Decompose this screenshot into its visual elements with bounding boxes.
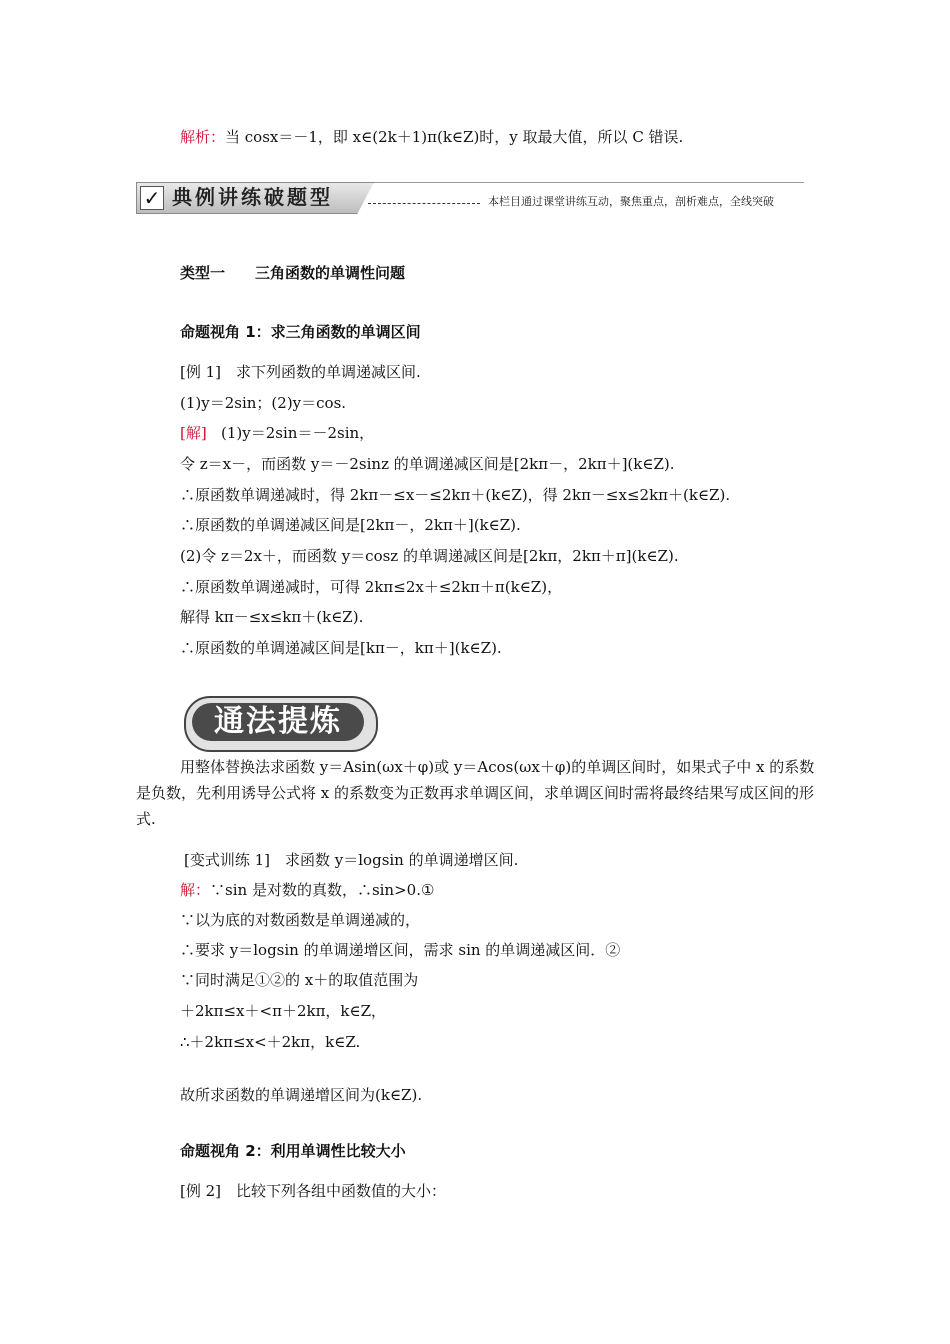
solution-line-8: ∴原函数的单调递减区间是[kπ－，kπ＋](k∈Z). (180, 639, 502, 657)
solution-label: [解] (180, 424, 207, 442)
banner-dashes (368, 203, 480, 204)
type-one-heading: 类型一 三角函数的单调性问题 (180, 264, 406, 282)
tongfa-badge (184, 696, 378, 752)
variant-first: ∵sin 是对数的真数，∴sin>0.① (210, 881, 435, 899)
checkmark-icon: ✓ (140, 186, 164, 210)
variant-line-4: ∵同时满足①②的 x＋的取值范围为 (180, 971, 419, 989)
variant-line-2: ∵以为底的对数函数是单调递减的， (180, 911, 421, 929)
solution-line-6: ∴原函数单调递减时，可得 2kπ≤2x＋≤2kπ＋π(k∈Z)， (180, 578, 563, 596)
analysis-line (180, 127, 683, 147)
solution-line-2: 令 z＝x－，而函数 y＝－2sinz 的单调递减区间是[2kπ－，2kπ＋](k∈Z). (180, 455, 675, 473)
angle-one-heading: 命题视角 1：求三角函数的单调区间 (180, 323, 421, 341)
tongfa-paragraph: 用整体替换法求函数 y＝Asin(ωx＋φ)或 y＝Acos(ωx＋φ)的单调区间时，如果式子中 x 的系数是负数，先利用诱导公式将 x 的系数变为正数再求单调区间，求单调区间时需将最终结果写成区间的形式. (136, 758, 815, 828)
analysis-text: 当 cosx＝－1，即 x∈(2k＋1)π(k∈Z)时，y 取最大值，所以 C 错误. (225, 128, 684, 146)
tongfa-badge-label: 通法提炼 (192, 703, 364, 741)
angle-two-heading: 命题视角 2：利用单调性比较大小 (180, 1142, 406, 1160)
variant-conclusion: 故所求函数的单调递增区间为(k∈Z). (180, 1086, 423, 1104)
variant-line-5: ＋2kπ≤x＋<π＋2kπ，k∈Z， (180, 1002, 387, 1020)
example-one-title: [例 1] 求下列函数的单调递减区间. (180, 363, 421, 381)
example-two-title: [例 2] 比较下列各组中函数值的大小： (180, 1182, 447, 1200)
example-one-functions: (1)y＝2sin；(2)y＝cos. (180, 394, 347, 412)
analysis-label: 解析： (180, 128, 226, 146)
variant-line-1 (180, 880, 434, 900)
variant-label: 解： (180, 881, 211, 899)
solution-line-1 (180, 423, 374, 443)
banner-rule (368, 182, 804, 183)
variant-line-3: ∴要求 y＝logsin 的单调递增区间，需求 sin 的单调递减区间．② (180, 941, 621, 959)
solution-line-5: (2)令 z＝2x＋，而函数 y＝cosz 的单调递减区间是[2kπ，2kπ＋π](k∈Z). (180, 547, 679, 565)
banner-note: 本栏目通过课堂讲练互动，聚焦重点，剖析难点，全线突破 (488, 195, 774, 208)
section-banner (136, 182, 806, 216)
variant-line-6: ∴＋2kπ≤x<＋2kπ，k∈Z. (180, 1033, 361, 1051)
solution-line-4: ∴原函数的单调递减区间是[2kπ－，2kπ＋](k∈Z). (180, 516, 521, 534)
solution-line-7: 解得 kπ－≤x≤kπ＋(k∈Z). (180, 608, 364, 626)
solution-text: (1)y＝2sin＝－2sin， (221, 424, 375, 442)
solution-line-3: ∴原函数单调递减时，得 2kπ－≤x－≤2kπ＋(k∈Z)，得 2kπ－≤x≤2kπ＋(k∈Z). (180, 486, 731, 504)
variant-title: [变式训练 1] 求函数 y＝logsin 的单调递增区间. (184, 851, 519, 869)
banner-title: 典例讲练破题型 (172, 185, 333, 209)
